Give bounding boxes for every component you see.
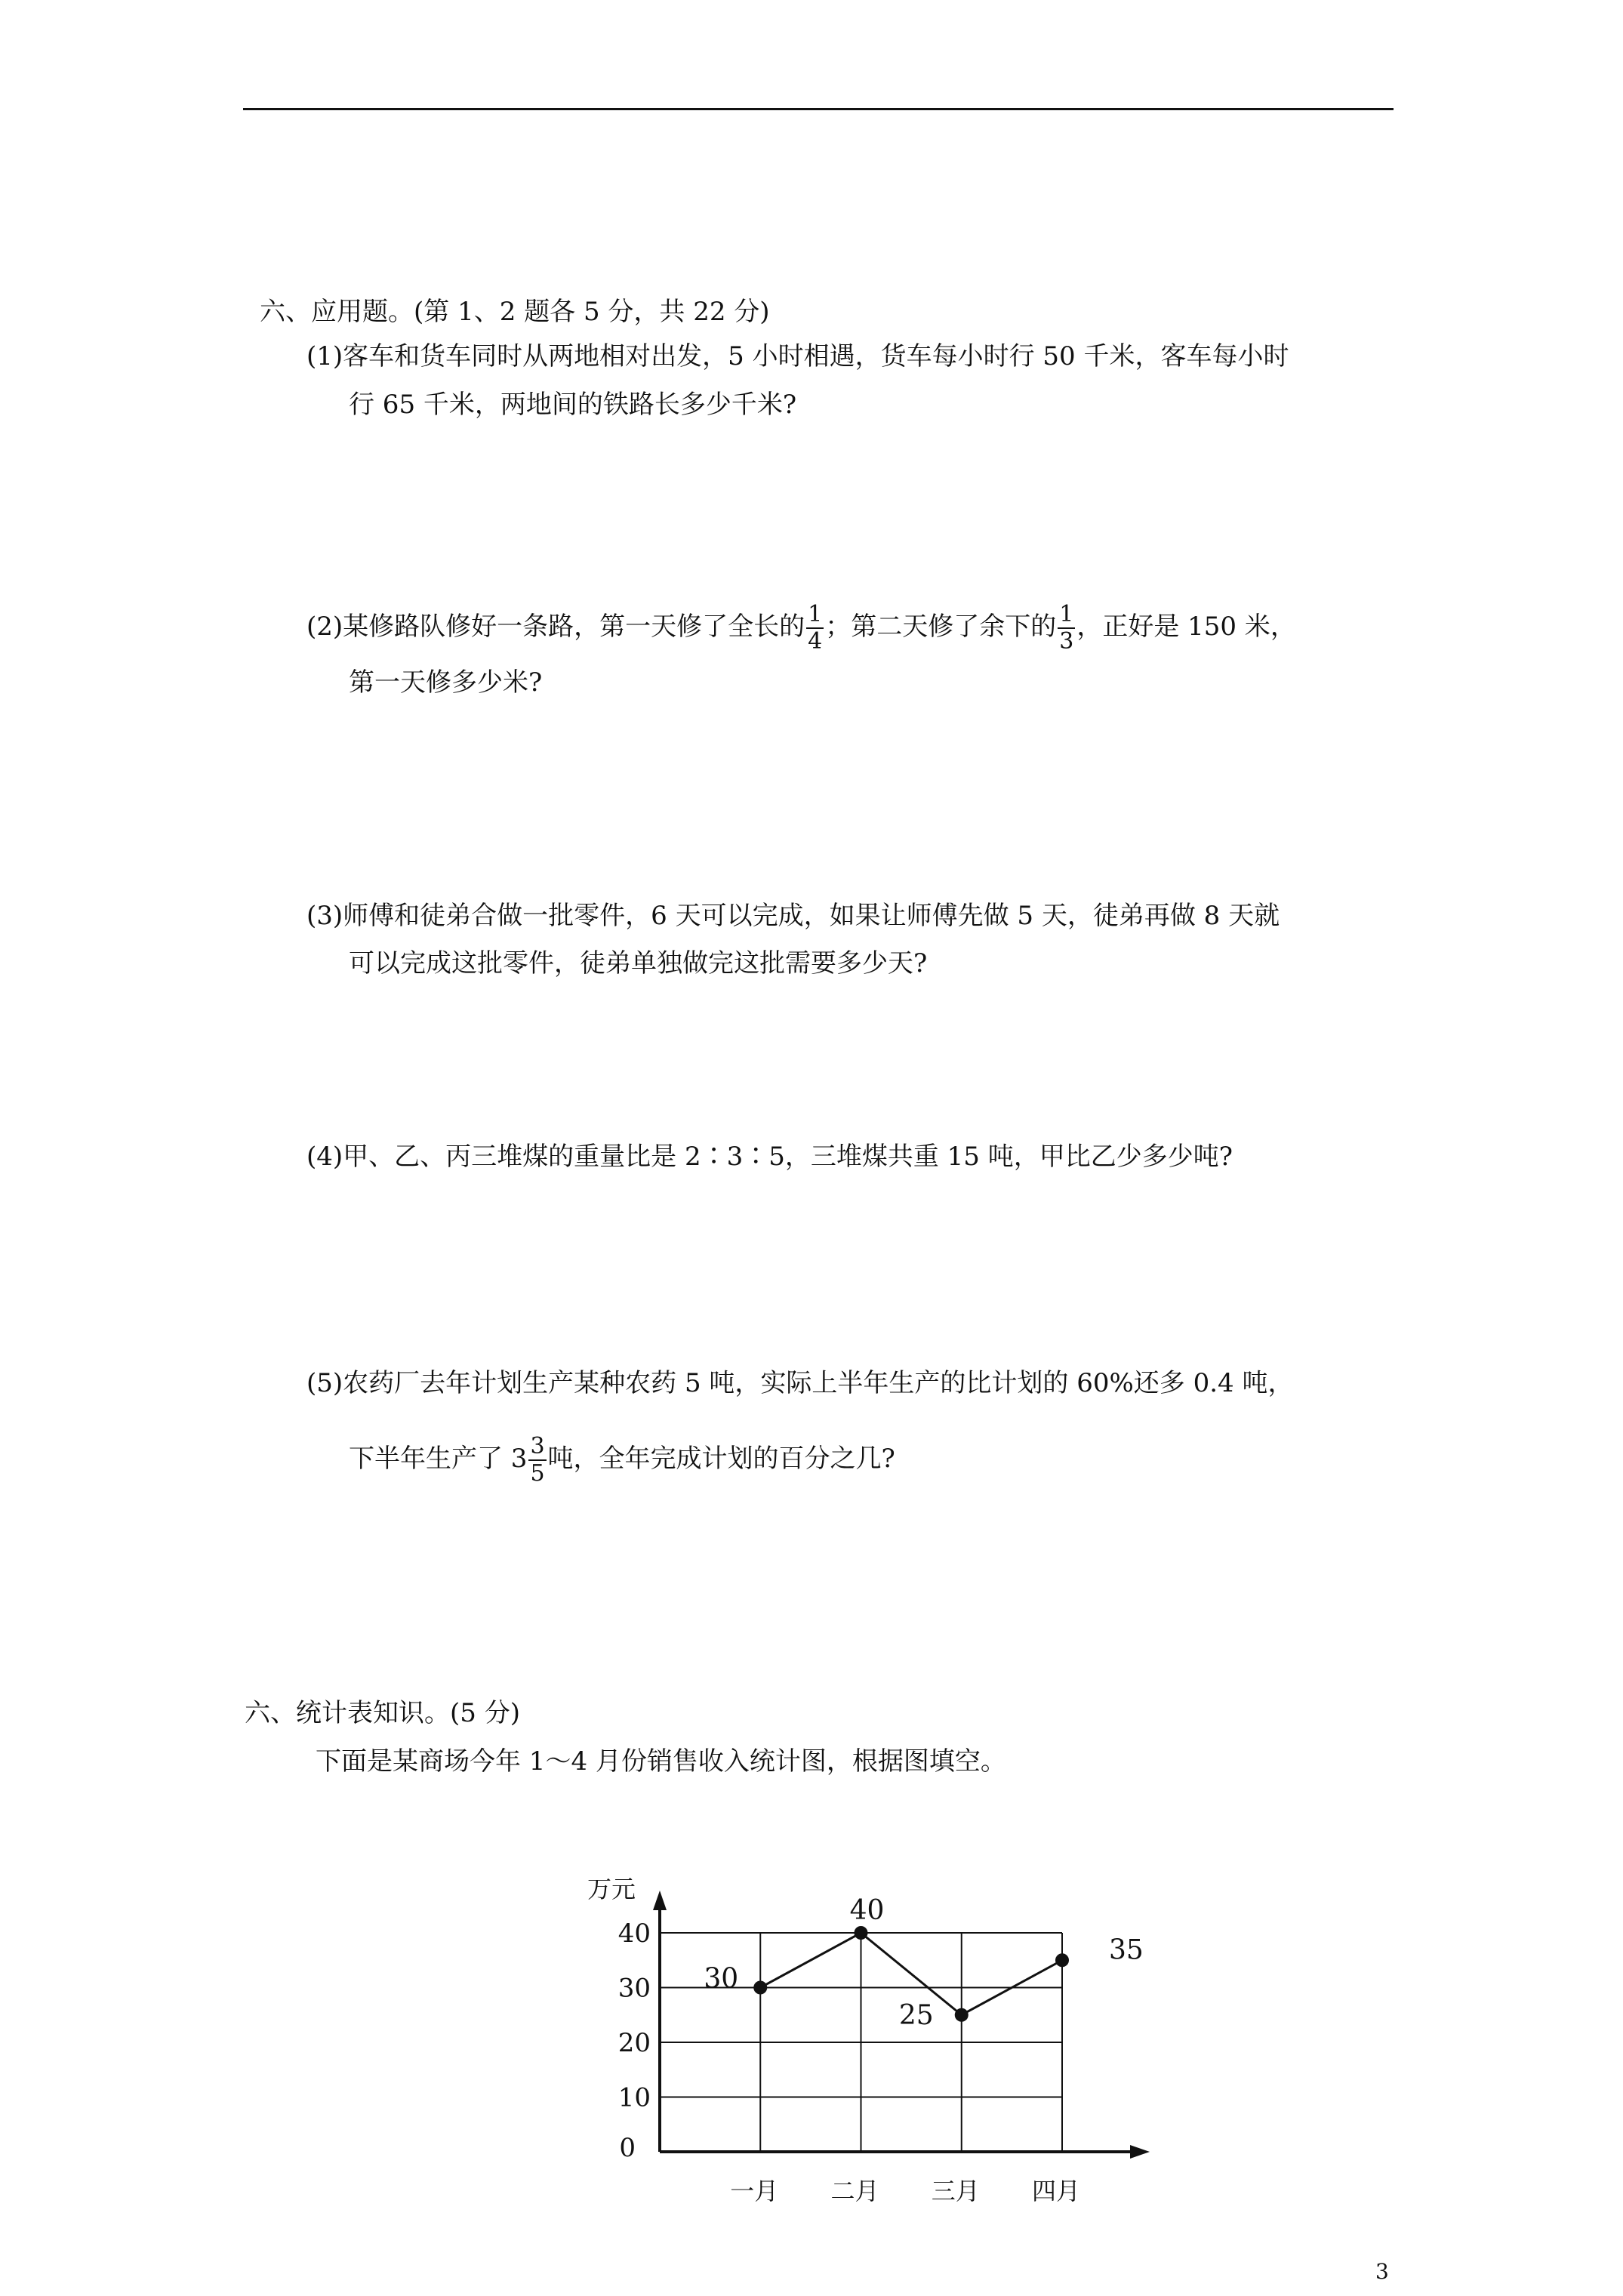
y-tick-30: 30 xyxy=(617,1973,651,2004)
statistics-intro: 下面是某商场今年 1～4 月份销售收入统计图，根据图填空。 xyxy=(316,1746,1006,1777)
y-tick-20: 20 xyxy=(617,2028,651,2058)
y-tick-40: 40 xyxy=(617,1918,651,1949)
section-heading-statistics: 六、统计表知识。(5 分) xyxy=(245,1698,520,1728)
y-axis-arrow xyxy=(653,1891,667,1910)
y-axis-title: 万元 xyxy=(587,1875,636,1903)
question-4-line-1: (4)甲、乙、丙三堆煤的重量比是 2∶3∶5，三堆煤共重 15 吨，甲比乙少多少吨? xyxy=(306,1142,1233,1172)
data-point-2 xyxy=(855,1926,868,1940)
x-tick-2: 二月 xyxy=(830,2177,879,2205)
x-axis-arrow xyxy=(1130,2145,1150,2159)
question-2-text-b: ；第二天修了余下的 xyxy=(825,612,1057,642)
page-number: 3 xyxy=(1375,2259,1389,2284)
fraction-one-quarter: $\frac{1}{4}$ xyxy=(808,601,823,655)
y-tick-0: 0 xyxy=(619,2133,636,2163)
data-label-2: 40 xyxy=(849,1895,885,1926)
question-5-line-1: (5)农药厂去年计划生产某种农药 5 吨，实际上半年生产的比计划的 60%还多 0.4 吨， xyxy=(306,1368,1294,1398)
x-tick-4: 四月 xyxy=(1031,2177,1081,2205)
question-5-text-a: 下半年生产了 3 xyxy=(349,1444,528,1474)
data-label-4: 35 xyxy=(1109,1934,1144,1966)
fraction-one-third: $\frac{1}{3}$ xyxy=(1059,601,1074,655)
data-label-3: 25 xyxy=(898,1999,934,2031)
question-3-line-1: (3)师傅和徒弟合做一批零件，6 天可以完成，如果让师傅先做 5 天，徒弟再做 8 天就 xyxy=(306,901,1280,931)
question-2-line-2: 第一天修多少米? xyxy=(349,667,543,698)
y-tick-10: 10 xyxy=(617,2082,651,2113)
section-heading-application: 六、应用题。(第 1、2 题各 5 分，共 22 分) xyxy=(260,297,770,327)
data-point-3 xyxy=(955,2008,969,2022)
x-tick-3: 三月 xyxy=(931,2177,980,2205)
x-tick-1: 一月 xyxy=(730,2177,779,2205)
question-2-text-c: ，正好是 150 米， xyxy=(1076,612,1296,642)
data-point-1 xyxy=(753,1981,767,1995)
question-1-line-1: (1)客车和货车同时从两地相对出发，5 小时相遇，货车每小时行 50 千米，客车每小时 xyxy=(306,341,1289,371)
data-point-4 xyxy=(1055,1953,1069,1967)
question-2-text-a: (2)某修路队修好一条路，第一天修了全长的 xyxy=(306,612,805,642)
question-1-line-2: 行 65 千米，两地间的铁路长多少千米? xyxy=(349,390,797,420)
question-3-line-2: 可以完成这批零件，徒弟单独做完这批需要多少天? xyxy=(349,948,928,978)
question-5-text-b: 吨，全年完成计划的百分之几? xyxy=(547,1444,895,1474)
fraction-three-fifths: $\frac{3}{5}$ xyxy=(530,1433,545,1487)
data-label-1: 30 xyxy=(704,1963,739,1995)
